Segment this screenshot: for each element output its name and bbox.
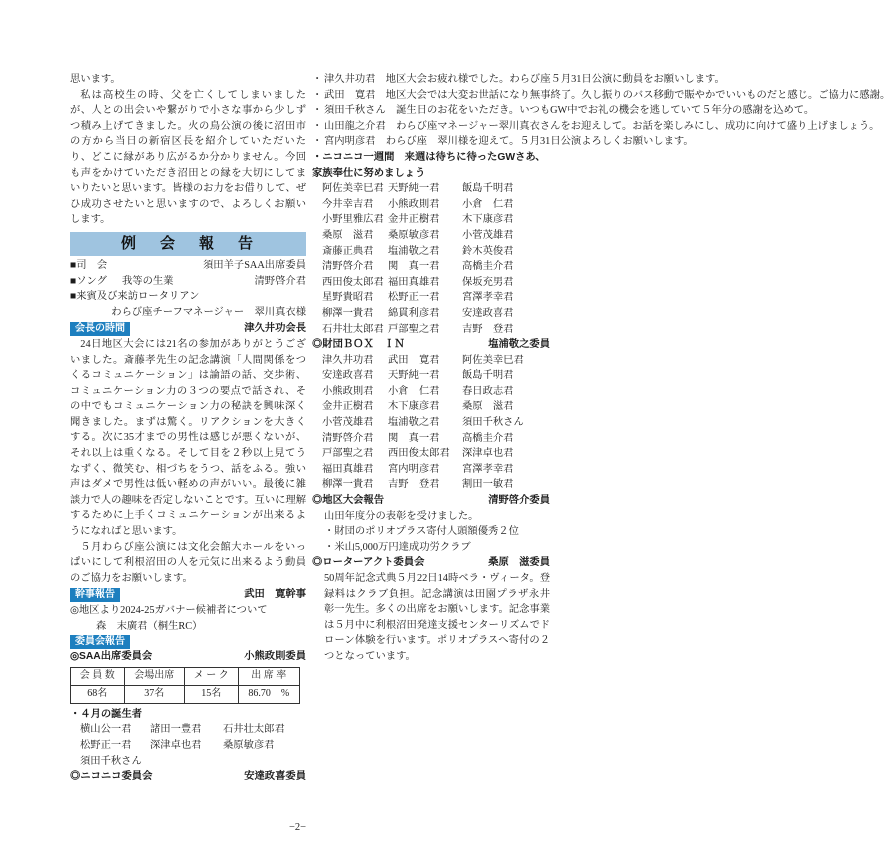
page-number: −2− (288, 822, 307, 833)
president-time-label: 会長の時間 (70, 322, 130, 336)
foundation-box-title: ◎財団ＢＯＸ ＩＮ (312, 339, 405, 351)
secretary-report-label: 幹事報告 (70, 588, 120, 602)
niko-weekly-name: 飯島千明君 (462, 183, 514, 195)
foundation-box-name: 桑原 滋君 (462, 401, 514, 413)
birthday-name: 横山公一君 (80, 724, 132, 736)
guest-label: ■来賓及び来訪ロータリアン (70, 291, 200, 303)
birthday-name: 石井壮太郎君 (223, 724, 285, 736)
niko-weekly-name: 小菅茂雄君 (462, 229, 514, 241)
niko-message-text: 宮内明彦君 わらび座 翠川様を迎えて。５月31日公演よろしくお願いします。 (324, 136, 694, 148)
birthday-name: 須田千秋さん (80, 755, 142, 767)
niko-weekly-name: 今井幸吉君 (322, 198, 374, 210)
foundation-box-name: 吉野 登君 (388, 479, 440, 491)
niko-committee-title: ◎ニコニコ委員会 (70, 771, 153, 783)
foundation-box-name: 宮内明彦君 (388, 463, 440, 475)
niko-weekly-name: 関 真一君 (388, 261, 440, 273)
niko-weekly-name: 小野里雅広君 (322, 214, 384, 226)
foundation-box-header (312, 337, 550, 353)
niko-weekly-name: 塩浦敬之君 (388, 245, 440, 257)
niko-weekly-name: 木下康彦君 (462, 214, 514, 226)
foundation-box-name: 小熊政則君 (322, 385, 374, 397)
foundation-box-name: 清野啓介君 (322, 432, 374, 444)
rotaract-header (312, 555, 550, 571)
niko-weekly-title: ・ニコニコ一週間 来週は待ちに待ったGWさあ、家族奉仕に努めましょう (312, 151, 546, 179)
birthday-name: 桑原敏彦君 (223, 739, 275, 751)
attendance-value: 15名 (184, 685, 238, 703)
foundation-box-name: 金井正樹君 (322, 401, 374, 413)
rotaract-member: 桑原 滋委員 (488, 557, 550, 569)
song-title: 我等の生業 (122, 275, 174, 287)
birthday-name: 諸田一豊君 (150, 724, 202, 736)
president-paragraph-2: ５月わらび座公演には文化会館大ホールをいっぱいにして利根沼田の人を元気に出来るよう動員のご協力をお願いします。 (70, 541, 306, 584)
niko-weekly-name: 小倉 仁君 (462, 198, 514, 210)
niko-weekly-name: 安達政喜君 (462, 307, 514, 319)
district-report-line: ・米山5,000万円達成功労クラブ (324, 541, 471, 553)
official-emcee (70, 258, 306, 274)
foundation-box-name: 福田真雄君 (322, 463, 374, 475)
niko-message-text: 山田龍之介君 わらび座マネージャー翠川真衣さんをお迎えして。お話を楽しみにし、成功に向けて盛り上げましょう。 (324, 120, 880, 132)
official-role: ■司 会 (70, 259, 108, 271)
district-report-line: 山田年度分の表彰を受けました。 (324, 510, 479, 522)
intro-first-line: 思います。 (70, 74, 121, 85)
attendance-value-row (71, 685, 300, 703)
district-report-line: ・財団のポリオプラス寄付人頭額優秀２位 (324, 526, 519, 538)
guest-line: わらび座チーフマネージャー 翠川真衣様 (111, 306, 306, 318)
foundation-box-name: 飯島千明君 (462, 370, 514, 382)
foundation-box-name: 天野純一君 (388, 370, 440, 382)
president-time-header (70, 321, 306, 337)
saa-committee-member: 小熊政則委員 (244, 651, 306, 663)
niko-weekly-name: 宮澤孝幸君 (462, 292, 514, 304)
foundation-box-name: 戸部聖之君 (322, 448, 374, 460)
attendance-header: 会 員 数 (71, 667, 125, 685)
niko-weekly-name: 天野純一君 (388, 183, 440, 195)
foundation-box-name: 安達政喜君 (322, 370, 374, 382)
foundation-box-name: 塩浦敬之君 (388, 417, 440, 429)
secretary-line-1: ◎地区より2024-25ガバナー候補者について (70, 605, 268, 616)
niko-message: ・ 須田千秋さん 誕生日のお花をいただき。いつもGW中でお礼の機会を逃していて５年分の感謝を込めて。 (312, 103, 550, 119)
foundation-box-member: 塩浦敬之委員 (488, 339, 550, 351)
secretary-report-header (70, 587, 306, 603)
niko-weekly-name: 福田真雄君 (388, 276, 440, 288)
committee-report-header (70, 635, 306, 649)
niko-weekly-name: 松野正一君 (388, 292, 440, 304)
rotaract-title: ◎ローターアクト委員会 (312, 557, 425, 569)
niko-committee-header (70, 769, 306, 785)
niko-weekly-name: 石井壮太郎君 (322, 323, 384, 335)
saa-committee-title: ◎SAA出席委員会 (70, 651, 153, 663)
foundation-box-name: 須田千秋さん (462, 417, 524, 429)
niko-weekly-name: 小熊政則君 (388, 198, 440, 210)
niko-weekly-name: 西田俊太郎君 (322, 276, 384, 288)
attendance-header: メ ー ク (184, 667, 238, 685)
foundation-box-name: 深津卓也君 (462, 448, 514, 460)
foundation-box-name: 小菅茂雄君 (322, 417, 374, 429)
foundation-box-name: 割田一敏君 (462, 479, 514, 491)
attendance-header-row (71, 667, 300, 685)
left-column (70, 72, 306, 785)
birthday-names (70, 722, 306, 769)
niko-message-text: 武田 寛君 地区大会では大変お世話になり無事終了。久し振りのバス移動で賑やかでいいものだと感じ。ご協力に感謝。 (324, 89, 890, 101)
intro-paragraph: 私は高校生の時、父を亡くしてしまいましたが、人との出会いや繋がりで小さな事から少しずつ積み上げてきました。火の鳥公演の後に沼田市の方から当日の新宿区長を紹介していただいたり、どこに縁があり広がるか分かりません。今回も声をかけていただき沼田との縁を大切にしてまいりたいと思います。皆様のお力をお借りして、ぜひ成功させたいと思いますので、よろしくお願いします。 (70, 89, 306, 226)
meeting-report-banner: 例会報告 (70, 232, 306, 256)
president-name: 津久井功会長 (244, 323, 306, 335)
foundation-box-name: 木下康彦君 (388, 401, 440, 413)
niko-weekly-name: 綿貫利彦君 (388, 307, 440, 319)
attendance-value: 86.70 % (238, 685, 299, 703)
foundation-box-name: 小倉 仁君 (388, 385, 440, 397)
birthday-name: 松野正一君 (80, 739, 132, 751)
rotaract-text: 50周年記念式典５月22日14時ベラ・ヴィータ。登録料はクラブ負担。記念講演は田園プラザ永井彰一先生。多くの出席をお願いします。記念事業は５月中に利根沼田発達支援センターリズムでドローン体験を行います。ポリオプラスへ寄付の２つとなっています。 (324, 573, 550, 662)
foundation-box-name: 津久井功君 (322, 354, 374, 366)
niko-weekly-name: 吉野 登君 (462, 323, 514, 335)
attendance-value: 37名 (124, 685, 184, 703)
foundation-box-name: 春日政志君 (462, 385, 514, 397)
niko-weekly-name: 柳澤一貴君 (322, 307, 374, 319)
attendance-header: 出 席 率 (238, 667, 299, 685)
saa-committee-header (70, 649, 306, 665)
niko-message: ・ 山田龍之介君 わらび座マネージャー翠川真衣さんをお迎えして。お話を楽しみにし、成功に向けて盛り上げましょう。 (312, 119, 550, 135)
foundation-box-names (312, 353, 550, 493)
official-song (70, 274, 306, 290)
niko-weekly-name: 清野啓介君 (322, 261, 374, 273)
foundation-box-name: 西田俊太郎君 (388, 448, 450, 460)
niko-message: ・ 津久井功君 地区大会お疲れ様でした。わらび座５月31日公演に動員をお願いします。 (312, 72, 550, 88)
committee-report-label: 委員会報告 (70, 635, 130, 649)
president-paragraph-1: 24日地区大会には21名の参加がありがとうございました。斎藤孝先生の記念講演「人間関係をつくるコミュニケーション」は論語の話、交歩術、コミュニケーション力の３つの要点で話され、その中でもコミュニケーション力の秘訣を興味深く聞きました。まずは驚く。リアクションを大きくする。次に35才までの男性は感じが悪くないが、それ以上は重くなる。そして目を２秒以上見てうなずく、微笑む、相づちをうつ、話をふる。強い声はダメで男性は低い軽めの声がいい。最後に雑談力で人の趣味を否定しないことです。互いに理解するために上手くコミュニケーションが出来るようになればと思います。 (70, 338, 307, 538)
niko-weekly-name: 阿佐美幸巳君 (322, 183, 384, 195)
niko-weekly-name: 星野貴昭君 (322, 292, 374, 304)
foundation-box-name: 関 真一君 (388, 432, 440, 444)
official-name: 須田羊子SAA出席委員 (203, 259, 306, 271)
foundation-box-name: 柳澤一貴君 (322, 479, 374, 491)
birthday-name: 深津卓也君 (150, 739, 202, 751)
official-role: ■ソング (70, 275, 107, 287)
district-report-member: 清野啓介委員 (488, 495, 550, 507)
birthday-title: ・４月の誕生者 (70, 708, 143, 720)
niko-weekly-name: 金井正樹君 (388, 214, 440, 226)
attendance-value: 68名 (71, 685, 125, 703)
niko-message-text: 津久井功君 地区大会お疲れ様でした。わらび座５月31日公演に動員をお願いします。 (324, 74, 725, 85)
niko-weekly-name: 桑原 滋君 (322, 229, 374, 241)
attendance-table (70, 667, 300, 704)
niko-weekly-name: 桑原敏彦君 (388, 229, 440, 241)
official-name: 清野啓介君 (254, 275, 306, 287)
foundation-box-name: 宮澤孝幸君 (462, 463, 514, 475)
district-report-header (312, 493, 550, 509)
niko-message: ・ 武田 寛君 地区大会では大変お世話になり無事終了。久し振りのバス移動で賑やかでいいものだと感じ。ご協力に感謝。 (312, 88, 550, 104)
niko-message: ・ 宮内明彦君 わらび座 翠川様を迎えて。５月31日公演よろしくお願いします。 (312, 134, 550, 150)
secretary-name: 武田 寛幹事 (244, 589, 306, 601)
right-column (312, 72, 890, 665)
attendance-header: 会場出席 (124, 667, 184, 685)
niko-weekly-names (312, 181, 550, 337)
niko-weekly-name: 斎藤正典君 (322, 245, 374, 257)
district-report-title: ◎地区大会報告 (312, 495, 385, 507)
foundation-box-name: 武田 寛君 (388, 354, 440, 366)
niko-message-text: 須田千秋さん 誕生日のお花をいただき。いつもGW中でお礼の機会を逃していて５年分の感謝を込めて。 (324, 105, 815, 117)
foundation-box-name: 高橋圭介君 (462, 432, 514, 444)
niko-weekly-name: 高橋圭介君 (462, 261, 514, 273)
niko-committee-member: 安達政喜委員 (244, 771, 306, 783)
niko-weekly-name: 保坂充男君 (462, 276, 514, 288)
niko-weekly-name: 戸部聖之君 (388, 323, 440, 335)
secretary-line-2: 森 末廣君（桐生RC） (96, 620, 203, 632)
foundation-box-name: 阿佐美幸巳君 (462, 354, 524, 366)
niko-weekly-name: 鈴木英俊君 (462, 245, 514, 257)
